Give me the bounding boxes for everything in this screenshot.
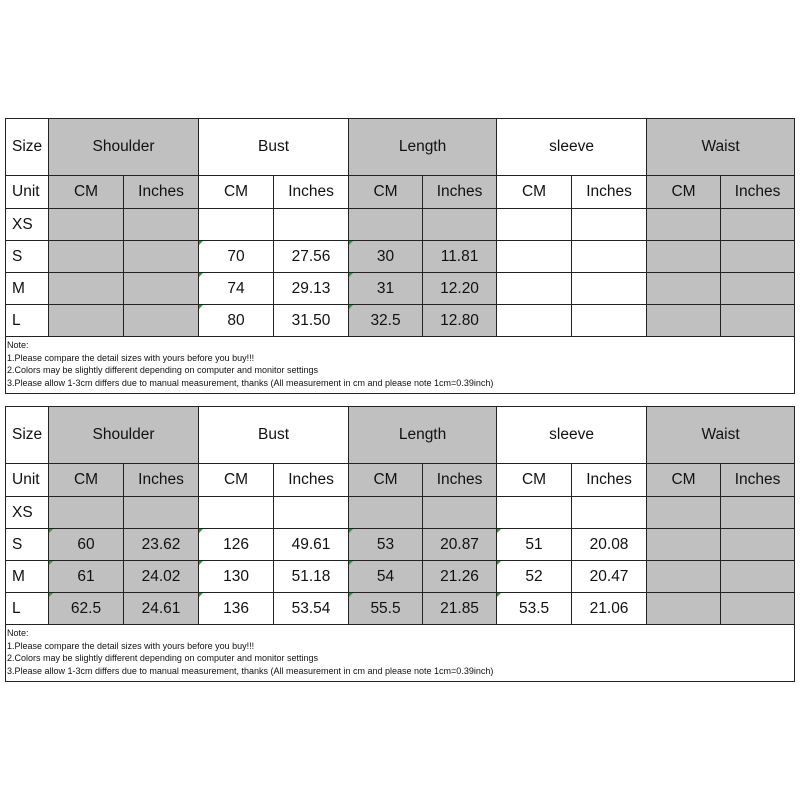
value-cell: 24.61: [124, 593, 199, 625]
value-cell: 54: [349, 561, 423, 593]
value-cell: 31.50: [274, 305, 349, 337]
value-cell: [49, 305, 124, 337]
unit-cell: Inches: [124, 464, 199, 497]
table-row: [6, 561, 795, 593]
size-cell: XS: [6, 497, 49, 529]
unit-cell: CM: [349, 176, 423, 209]
unit-label: Unit: [6, 464, 49, 497]
unit-cell: CM: [199, 464, 274, 497]
unit-cell: Inches: [572, 176, 647, 209]
notes-box: [5, 625, 795, 682]
value-cell: [497, 497, 572, 529]
value-cell: 29.13: [274, 273, 349, 305]
value-cell: [721, 305, 795, 337]
waist-header: Waist: [647, 119, 795, 176]
value-cell: 20.87: [423, 529, 497, 561]
unit-cell: Inches: [721, 176, 795, 209]
value-cell: 70: [199, 241, 274, 273]
size-cell: M: [6, 273, 49, 305]
size-cell: S: [6, 241, 49, 273]
value-cell: [721, 273, 795, 305]
value-cell: [349, 209, 423, 241]
value-cell: [572, 273, 647, 305]
value-cell: [721, 209, 795, 241]
waist-header: Waist: [647, 407, 795, 464]
notes-title: Note:: [7, 340, 29, 350]
table-row: [6, 497, 795, 529]
value-cell: 130: [199, 561, 274, 593]
sleeve-header: sleeve: [497, 407, 647, 464]
size-chart-1: [5, 118, 794, 394]
unit-cell: CM: [497, 176, 572, 209]
size-cell: XS: [6, 209, 49, 241]
length-header: Length: [349, 119, 497, 176]
value-cell: 74: [199, 273, 274, 305]
unit-label: Unit: [6, 176, 49, 209]
value-cell: [647, 273, 721, 305]
value-cell: [647, 497, 721, 529]
value-cell: [274, 209, 349, 241]
value-cell: [721, 529, 795, 561]
bust-header: Bust: [199, 407, 349, 464]
value-cell: 27.56: [274, 241, 349, 273]
value-cell: 21.85: [423, 593, 497, 625]
value-cell: 49.61: [274, 529, 349, 561]
value-cell: 51: [497, 529, 572, 561]
value-cell: 80: [199, 305, 274, 337]
table-row: [6, 529, 795, 561]
value-cell: [647, 593, 721, 625]
value-cell: [572, 209, 647, 241]
value-cell: [497, 305, 572, 337]
value-cell: [349, 497, 423, 529]
value-cell: 51.18: [274, 561, 349, 593]
value-cell: 23.62: [124, 529, 199, 561]
bust-header: Bust: [199, 119, 349, 176]
note-line: 1.Please compare the detail sizes with yours before you buy!!!: [7, 352, 255, 363]
value-cell: 55.5: [349, 593, 423, 625]
value-cell: 52: [497, 561, 572, 593]
value-cell: [572, 305, 647, 337]
note-line: 2.Colors may be slightly different depending on computer and monitor settings: [7, 653, 319, 663]
value-cell: [647, 561, 721, 593]
value-cell: [124, 209, 199, 241]
notes-box: [5, 337, 795, 394]
value-cell: 12.20: [423, 273, 497, 305]
unit-cell: Inches: [124, 176, 199, 209]
value-cell: 53: [349, 529, 423, 561]
unit-cell: Inches: [274, 176, 349, 209]
value-cell: 126: [199, 529, 274, 561]
value-cell: [49, 497, 124, 529]
value-cell: 21.06: [572, 593, 647, 625]
note-line: 3.Please allow 1-3cm differs due to manual measurement, thanks (All measurement in cm and please note 1cm=0.39inch): [7, 665, 494, 676]
size-header: Size: [6, 407, 49, 464]
size-table-2: [5, 406, 795, 625]
value-cell: 11.81: [423, 241, 497, 273]
unit-cell: CM: [49, 176, 124, 209]
unit-cell: CM: [49, 464, 124, 497]
value-cell: [721, 561, 795, 593]
shoulder-header: Shoulder: [49, 407, 199, 464]
value-cell: [572, 497, 647, 529]
unit-row: [6, 464, 795, 497]
value-cell: [49, 209, 124, 241]
value-cell: [647, 209, 721, 241]
value-cell: [721, 497, 795, 529]
value-cell: [423, 497, 497, 529]
size-cell: L: [6, 593, 49, 625]
value-cell: [647, 529, 721, 561]
value-cell: [497, 273, 572, 305]
size-chart-2: [5, 406, 794, 682]
value-cell: 12.80: [423, 305, 497, 337]
unit-cell: CM: [647, 464, 721, 497]
size-table-1: [5, 118, 795, 337]
note-line: 1.Please compare the detail sizes with yours before you buy!!!: [7, 640, 255, 651]
shoulder-header: Shoulder: [49, 119, 199, 176]
value-cell: [721, 593, 795, 625]
value-cell: [199, 209, 274, 241]
size-cell: S: [6, 529, 49, 561]
value-cell: [199, 497, 274, 529]
value-cell: 136: [199, 593, 274, 625]
value-cell: 62.5: [49, 593, 124, 625]
unit-cell: Inches: [572, 464, 647, 497]
value-cell: 20.08: [572, 529, 647, 561]
value-cell: [497, 209, 572, 241]
size-cell: M: [6, 561, 49, 593]
unit-row: [6, 176, 795, 209]
value-cell: 24.02: [124, 561, 199, 593]
value-cell: [647, 241, 721, 273]
value-cell: [572, 241, 647, 273]
size-header: Size: [6, 119, 49, 176]
notes-title: Note:: [7, 628, 29, 638]
unit-cell: CM: [497, 464, 572, 497]
value-cell: 31: [349, 273, 423, 305]
unit-cell: CM: [199, 176, 274, 209]
length-header: Length: [349, 407, 497, 464]
value-cell: [49, 241, 124, 273]
value-cell: [124, 305, 199, 337]
value-cell: 20.47: [572, 561, 647, 593]
value-cell: 60: [49, 529, 124, 561]
value-cell: [124, 497, 199, 529]
unit-cell: Inches: [274, 464, 349, 497]
unit-cell: Inches: [423, 464, 497, 497]
value-cell: 21.26: [423, 561, 497, 593]
value-cell: 53.54: [274, 593, 349, 625]
note-line: 2.Colors may be slightly different depending on computer and monitor settings: [7, 365, 319, 375]
value-cell: [497, 241, 572, 273]
value-cell: 32.5: [349, 305, 423, 337]
table-row: [6, 305, 795, 337]
value-cell: [124, 273, 199, 305]
note-line: 3.Please allow 1-3cm differs due to manual measurement, thanks (All measurement in cm and please note 1cm=0.39inch): [7, 377, 494, 388]
unit-cell: Inches: [721, 464, 795, 497]
value-cell: 53.5: [497, 593, 572, 625]
value-cell: [49, 273, 124, 305]
value-cell: 30: [349, 241, 423, 273]
table-row: [6, 273, 795, 305]
value-cell: [647, 305, 721, 337]
size-cell: L: [6, 305, 49, 337]
value-cell: 61: [49, 561, 124, 593]
unit-cell: Inches: [423, 176, 497, 209]
header-row: [6, 407, 795, 464]
value-cell: [274, 497, 349, 529]
header-row: [6, 119, 795, 176]
value-cell: [124, 241, 199, 273]
unit-cell: CM: [647, 176, 721, 209]
sleeve-header: sleeve: [497, 119, 647, 176]
table-row: [6, 209, 795, 241]
unit-cell: CM: [349, 464, 423, 497]
value-cell: [423, 209, 497, 241]
table-row: [6, 241, 795, 273]
value-cell: [721, 241, 795, 273]
table-row: [6, 593, 795, 625]
